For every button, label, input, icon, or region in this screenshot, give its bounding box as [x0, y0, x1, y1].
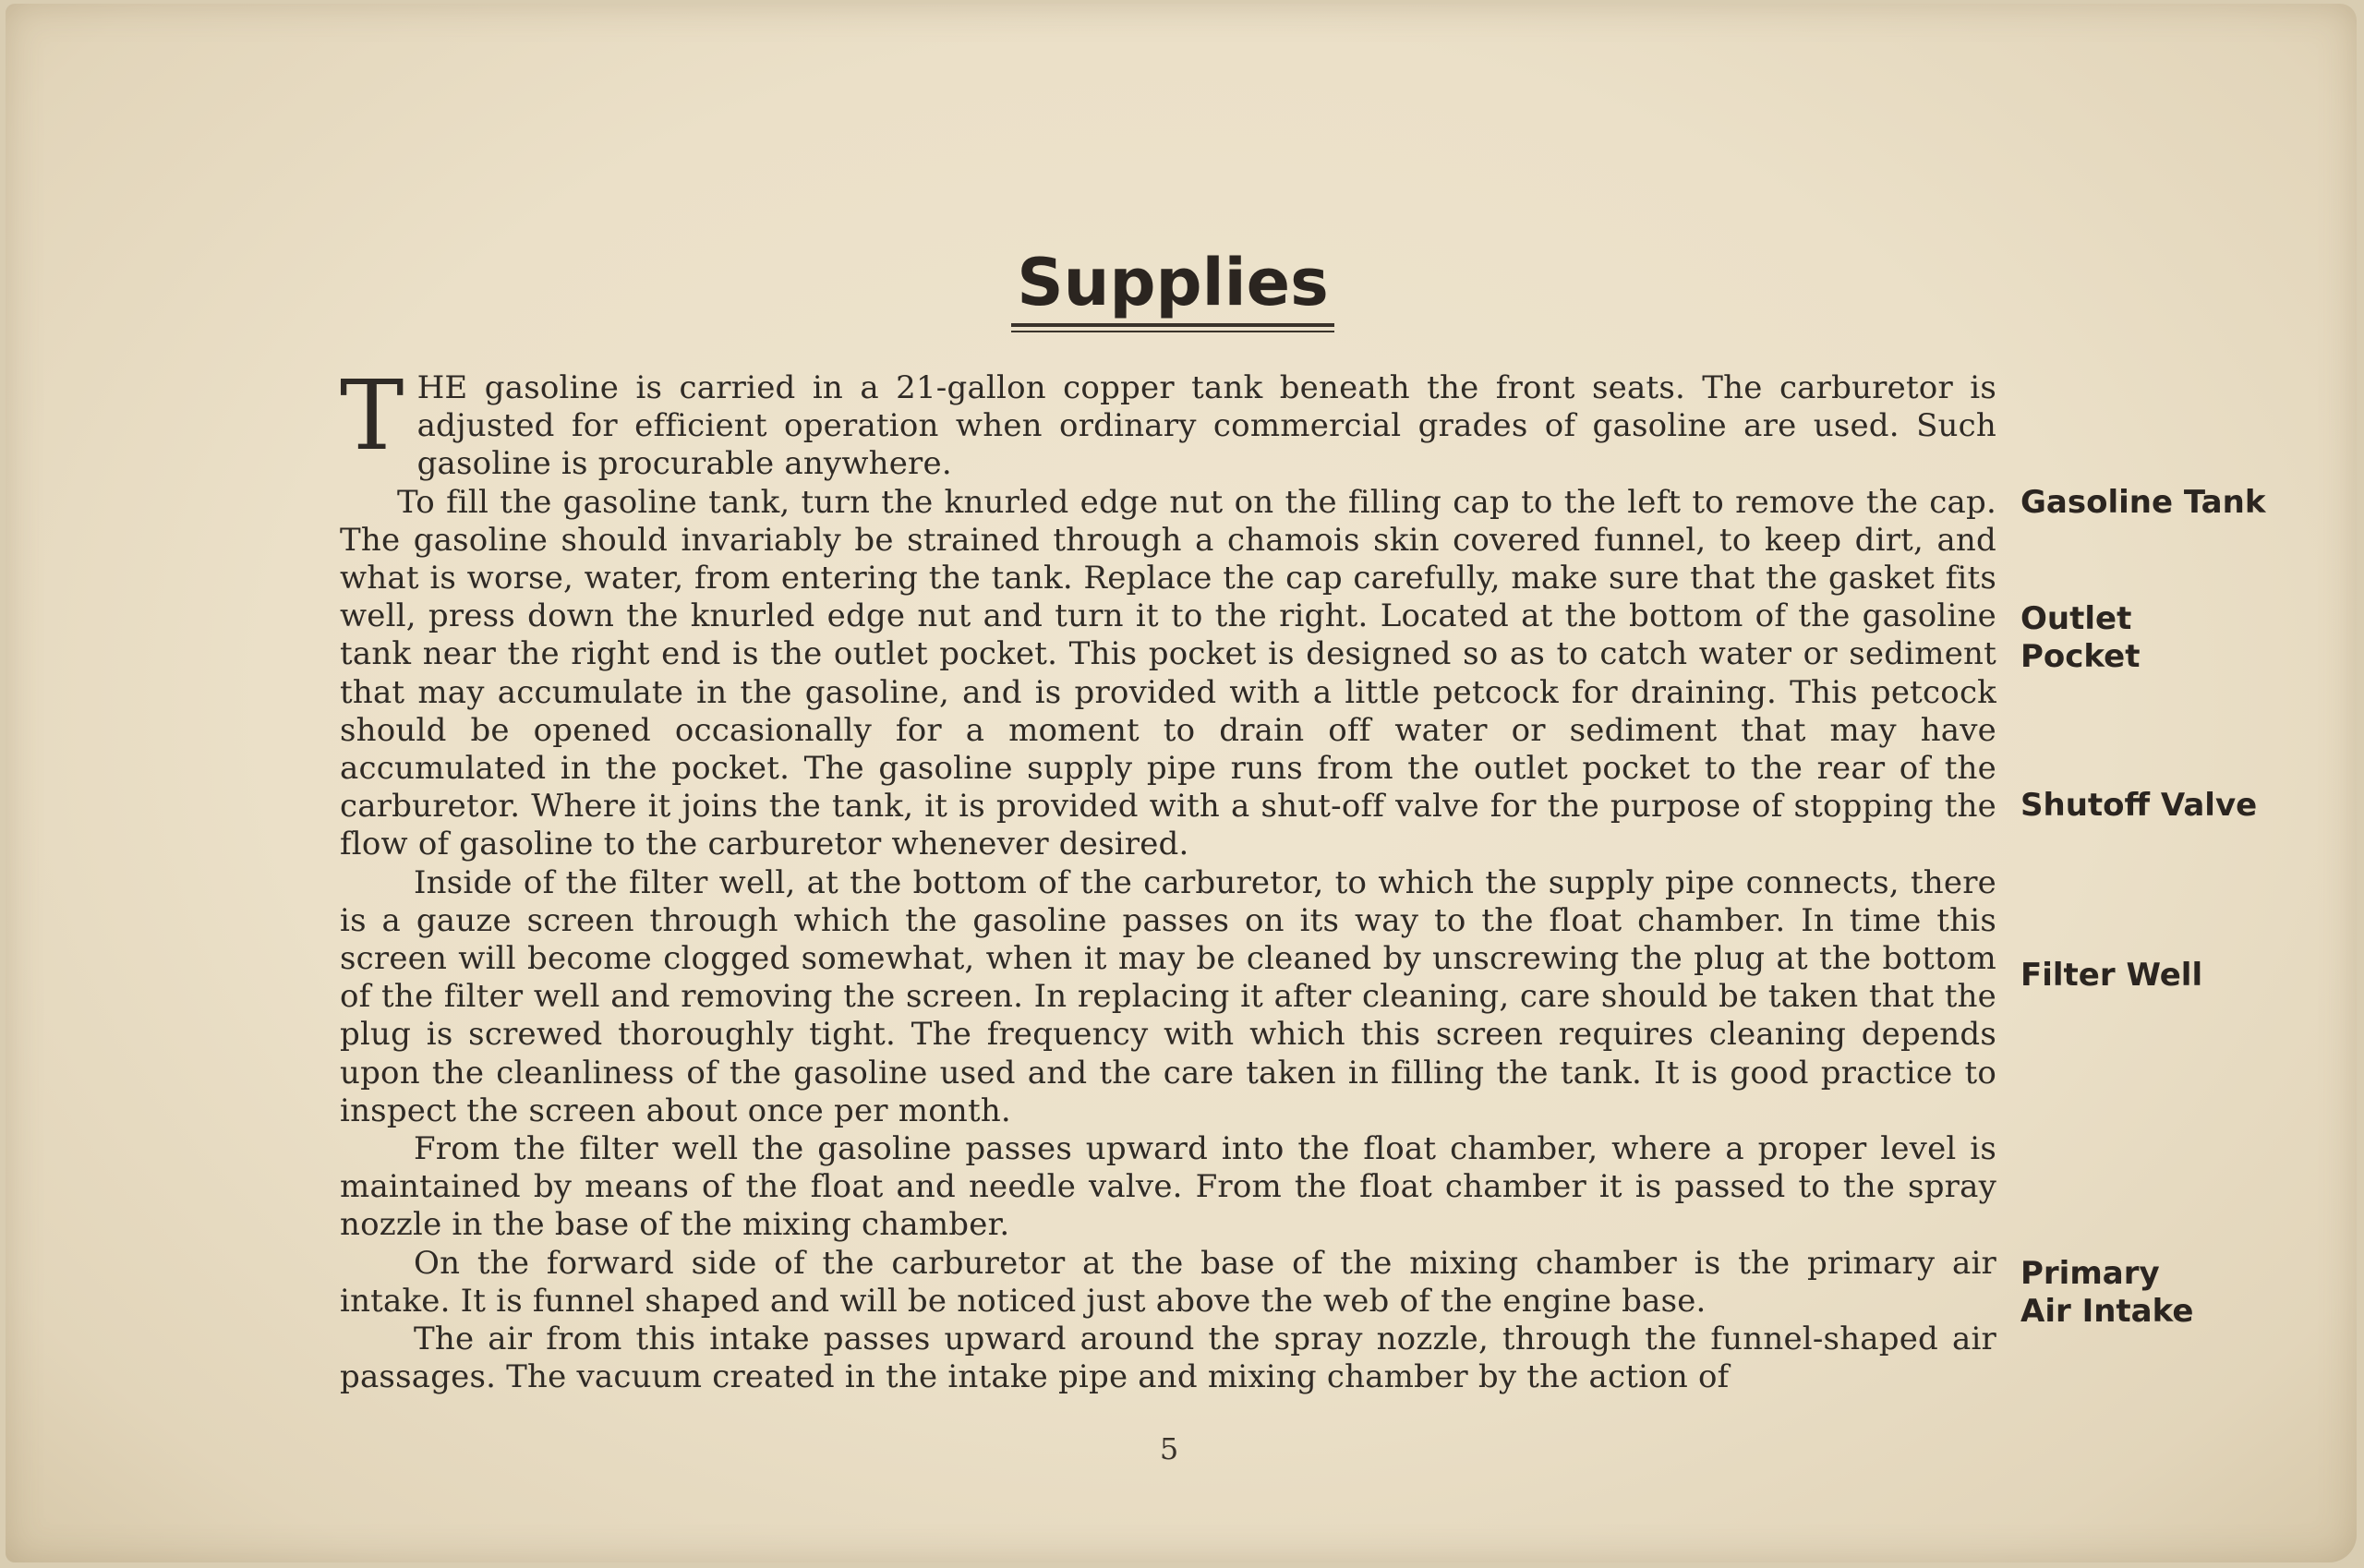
paragraph-6: The air from this intake passes upward around the spray nozzle, through the funnel-shaped air passages. The vacuum created in the intake pipe and mixing chamber by the action of [340, 1321, 1996, 1396]
page-number: 5 [1159, 1431, 1179, 1466]
book-page [6, 4, 2357, 1562]
side-note-outlet: Outlet [2020, 600, 2132, 637]
title-block [1011, 246, 1334, 332]
side-note-gasoline-tank: Gasoline Tank [2020, 484, 2266, 521]
paragraph-4: From the filter well the gasoline passes upward into the float chamber, where a proper level is maintained by means of the float and needle valve. From the float chamber it is passed to the spray nozzle in the base of the mixing chamber. [340, 1130, 1996, 1244]
paragraph-5: On the forward side of the carburetor at the base of the mixing chamber is the primary air intake. It is funnel shaped and will be noticed just above the web of the engine base. [340, 1244, 1996, 1320]
drop-cap: T [340, 359, 404, 472]
title-underline-thin [1011, 331, 1334, 332]
paragraph-3: Inside of the filter well, at the bottom of the carburetor, to which the supply pipe connects, there is a gauze screen through which the gasoline passes on its way to the float chamber. In time this screen will become clogged somewhat, when it may be cleaned by unscrewing the plug at the bottom of the filter well and removing the screen. In replacing it after cleaning, care should be taken that the plug is screwed thoroughly tight. The frequency with which this screen requires cleaning depends upon the cleanliness of the gasoline used and the care taken in filling the tank. It is good practice to inspect the screen about once per month. [340, 863, 1996, 1129]
paragraph-1-text: HE gasoline is carried in a 21-gallon copper tank beneath the front seats. The carburetor is adjusted for efficient operation when ordinary commercial grades of gasoline are used. Such gasoline is procurable anywhere. [416, 369, 1996, 483]
side-note-filter-well: Filter Well [2020, 957, 2203, 994]
title-underline [1011, 323, 1334, 327]
paragraph-2: To fill the gasoline tank, turn the knurled edge nut on the filling cap to the left to remove the cap. The gasoline should invariably be strained through a chamois skin covered funnel, to keep dirt, and what is worse, water, from entering the tank. Replace the cap carefully, make sure that the gasket fits well, press down the knurled edge nut and turn it to the right. Located at the bottom of the gasoline tank near the right end is the outlet pocket. This pocket is designed so as to catch water or sediment that may accumulate in the gasoline, and is provided with a little petcock for draining. This petcock should be opened occasionally for a moment to drain off water or sediment that may have accumulated in the pocket. The gasoline supply pipe runs from the outlet pocket to the rear of the carburetor. Where it joins the tank, it is provided with a shut-off valve for the purpose of stopping the flow of gasoline to the carburetor whenever desired. [340, 483, 1996, 863]
page-title: Supplies [1017, 245, 1329, 320]
side-note-shutoff-valve: Shutoff Valve [2020, 787, 2258, 824]
side-note-primary: Primary [2020, 1255, 2160, 1292]
side-note-air-intake: Air Intake [2020, 1293, 2194, 1330]
side-note-pocket: Pocket [2020, 638, 2141, 675]
body-text [340, 359, 1996, 1396]
paragraph-1 [340, 359, 1996, 484]
